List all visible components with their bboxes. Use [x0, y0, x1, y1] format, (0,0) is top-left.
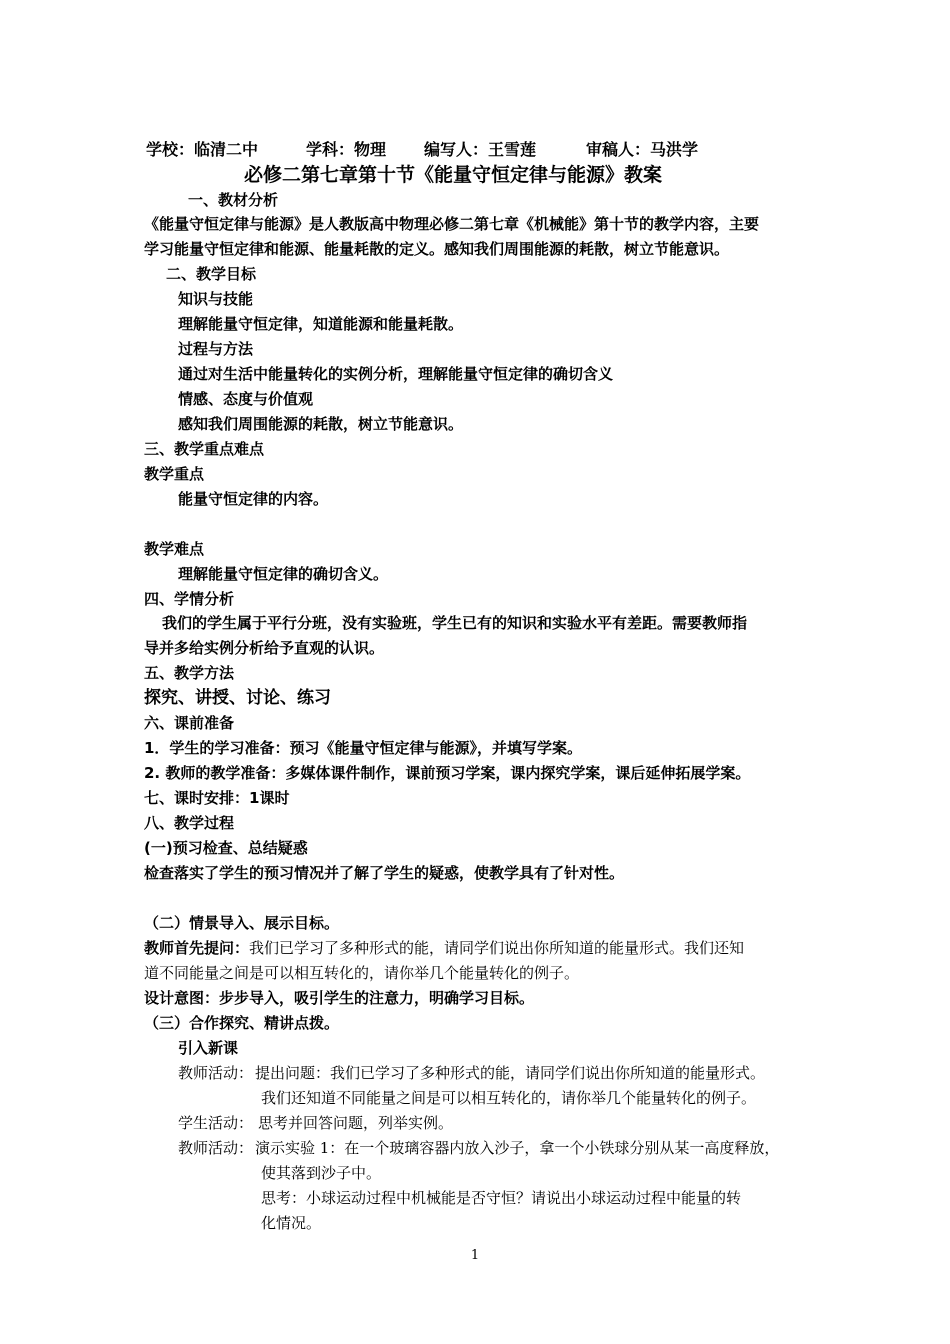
section-1-heading: 一、教材分析 — [188, 191, 279, 209]
intro-new-lesson-label: 引入新课 — [178, 1039, 239, 1057]
header-school: 学校：临清二中 — [146, 140, 259, 159]
section-4-paragraph-line-2: 导并多给实例分析给予直观的认识。 — [144, 639, 385, 657]
teacher-activity-2-label: 教师活动： — [178, 1139, 254, 1157]
key-point-text: 能量守恒定律的内容。 — [178, 490, 329, 508]
header-subject: 学科：物理 — [306, 140, 387, 159]
emotion-value-text: 感知我们周围能源的耗散，树立节能意识。 — [178, 415, 464, 433]
part-2-design-intent: 设计意图：步步导入，吸引学生的注意力，明确学习目标。 — [144, 989, 535, 1007]
section-8-heading: 八、教学过程 — [144, 814, 235, 832]
teacher-activity-1-label: 教师活动： — [178, 1064, 254, 1082]
process-method-text: 通过对生活中能量转化的实例分析，理解能量守恒定律的确切含义 — [178, 365, 614, 383]
part-2-text-1: 我们已学习了多种形式的能，请同学们说出你所知道的能量形式。我们还知 — [249, 939, 745, 957]
knowledge-skills-label: 知识与技能 — [178, 290, 254, 308]
preparation-item-1: 1．学生的学习准备：预习《能量守恒定律与能源》，并填写学案。 — [144, 739, 582, 757]
section-1-paragraph-line-1: 《能量守恒定律与能源》是人教版高中物理必修二第七章《机械能》第十节的教学内容，主要 — [144, 215, 760, 233]
header-reviewer: 审稿人：马洪学 — [586, 140, 699, 159]
part-2-heading: （二）情景导入、展示目标。 — [144, 914, 340, 932]
section-1-paragraph-line-2: 学习能量守恒定律和能源、能量耗散的定义。感知我们周围能源的耗散，树立节能意识。 — [144, 240, 730, 258]
emotion-value-label: 情感、态度与价值观 — [178, 390, 314, 408]
difficulty-label: 教学难点 — [144, 540, 205, 558]
teacher-activity-1-line-1: 提出问题：我们已学习了多种形式的能，请同学们说出你所知道的能量形式。 — [255, 1064, 766, 1082]
section-4-paragraph-line-1: 我们的学生属于平行分班，没有实验班，学生已有的知识和实验水平有差距。需要教师指 — [162, 614, 748, 632]
teacher-activity-2-line-1: 演示实验 1：在一个玻璃容器内放入沙子，拿一个小铁球分别从某一高度释放， — [255, 1139, 780, 1157]
part-1-heading: (一)预习检查、总结疑惑 — [144, 839, 308, 857]
part-2-lead: 教师首先提问： — [144, 939, 250, 957]
section-7-heading: 七、课时安排：1课时 — [144, 789, 290, 807]
knowledge-skills-text: 理解能量守恒定律，知道能源和能量耗散。 — [178, 315, 464, 333]
section-3-heading: 三、教学重点难点 — [144, 440, 265, 458]
teacher-activity-2-line-4: 化情况。 — [261, 1214, 322, 1232]
part-2-text-2: 道不同能量之间是可以相互转化的，请你举几个能量转化的例子。 — [144, 964, 580, 982]
key-point-label: 教学重点 — [144, 465, 205, 483]
student-activity-label: 学生活动： — [178, 1114, 254, 1132]
teacher-activity-1-line-2: 我们还知道不同能量之间是可以相互转化的，请你举几个能量转化的例子。 — [261, 1089, 757, 1107]
part-3-heading: （三）合作探究、精讲点拨。 — [144, 1014, 340, 1032]
page-number: 1 — [470, 1248, 480, 1263]
student-activity-text: 思考并回答问题，列举实例。 — [258, 1114, 454, 1132]
process-method-label: 过程与方法 — [178, 340, 254, 358]
part-2-line-1 — [144, 936, 744, 961]
document-title: 必修二第七章第十节《能量守恒定律与能源》教案 — [244, 164, 663, 186]
section-5-heading: 五、教学方法 — [144, 664, 235, 682]
teacher-activity-2-line-3: 思考：小球运动过程中机械能是否守恒？请说出小球运动过程中能量的转 — [261, 1189, 742, 1207]
difficulty-text: 理解能量守恒定律的确切含义。 — [178, 565, 389, 583]
header-author: 编写人：王雪莲 — [424, 140, 537, 159]
preparation-item-2: 2. 教师的教学准备：多媒体课件制作，课前预习学案，课内探究学案，课后延伸拓展学案。 — [144, 764, 751, 782]
section-6-heading: 六、课前准备 — [144, 714, 235, 732]
section-4-heading: 四、学情分析 — [144, 590, 235, 608]
part-1-text: 检查落实了学生的预习情况并了解了学生的疑惑，使教学具有了针对性。 — [144, 864, 625, 882]
teaching-methods-text: 探究、讲授、讨论、练习 — [144, 688, 331, 708]
section-2-heading: 二、教学目标 — [166, 265, 257, 283]
teacher-activity-2-line-2: 使其落到沙子中。 — [261, 1164, 382, 1182]
